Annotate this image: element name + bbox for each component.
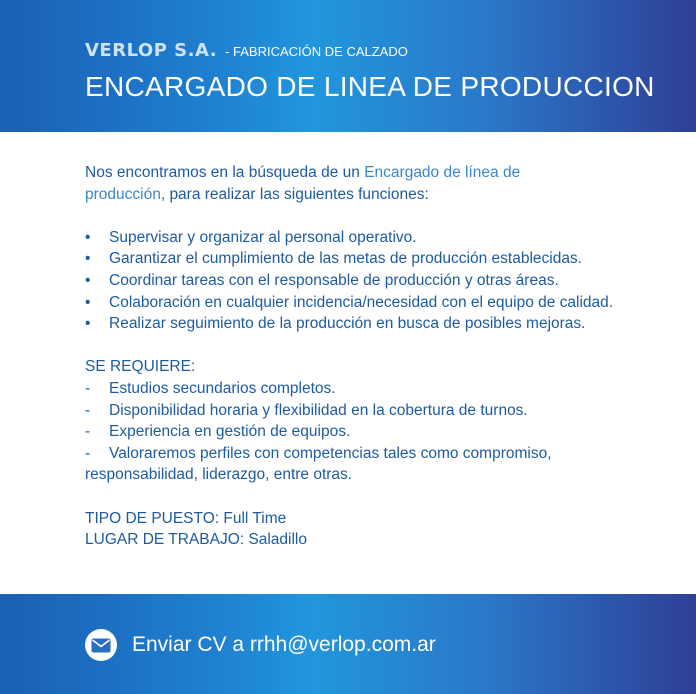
list-item: - Valoraremos perfiles con competencias tales como compromiso, responsabilidad, liderazgo, entre otras. (85, 444, 552, 484)
requirements-heading: SE REQUIERE: (85, 358, 196, 376)
functions-list (85, 227, 645, 335)
company-name: VERLOP S.A. (85, 40, 218, 61)
function-text: Colaboración en cualquier incidencia/necesidad con el equipo de calidad. (109, 293, 614, 311)
list-item: - Experiencia en gestión de equipos. (85, 423, 351, 441)
intro-text-after: , para realizar las siguientes funciones: (160, 185, 429, 203)
job-location: LUGAR DE TRABAJO: Saladillo (85, 531, 307, 549)
contact-cta[interactable] (85, 629, 436, 661)
job-description (85, 162, 645, 551)
function-text: Supervisar y organizar al personal operativo. (109, 228, 417, 246)
company-line (85, 40, 408, 61)
job-title: ENCARGADO DE LINEA DE PRODUCCION (85, 71, 655, 102)
intro-text-before: Nos encontramos en la búsqueda de un (85, 164, 365, 181)
list-item: - Disponibilidad horaria y flexibilidad en la cobertura de turnos. (85, 401, 528, 419)
job-type: TIPO DE PUESTO: Full Time (85, 509, 287, 527)
intro-highlight-area: producción (85, 185, 161, 203)
intro-highlight-role: Encargado de línea de (364, 164, 521, 181)
list-item: • Garantizar el cumplimiento de las metas de producción establecidas. (85, 250, 582, 268)
function-text: Coordinar tareas con el responsable de producción y otras áreas. (109, 271, 559, 289)
requirements-list (85, 378, 645, 486)
requirement-text: Valoraremos perfiles con competencias tales como compromiso, responsabilidad, liderazgo, entre otras. (85, 444, 552, 484)
list-item: • Supervisar y organizar al personal operativo. (85, 228, 417, 246)
requirement-text: Estudios secundarios completos. (109, 379, 336, 397)
requirement-text: Disponibilidad horaria y flexibilidad en la cobertura de turnos. (109, 401, 528, 419)
list-item: • Realizar seguimiento de la producción en busca de posibles mejoras. (85, 315, 586, 333)
list-item: - Estudios secundarios completos. (85, 379, 336, 397)
requirement-text: Experiencia en gestión de equipos. (109, 423, 351, 441)
mail-icon (85, 629, 117, 661)
list-item: • Coordinar tareas con el responsable de producción y otras áreas. (85, 271, 559, 289)
function-text: Garantizar el cumplimiento de las metas de producción establecidas. (109, 250, 582, 268)
contact-email-text[interactable]: Enviar CV a rrhh@verlop.com.ar (132, 633, 436, 656)
list-item: • Colaboración en cualquier incidencia/necesidad con el equipo de calidad. (85, 293, 614, 311)
company-tagline: - FABRICACIÓN DE CALZADO (225, 44, 408, 59)
header-banner (0, 0, 696, 132)
intro-paragraph (85, 162, 645, 205)
function-text: Realizar seguimiento de la producción en busca de posibles mejoras. (109, 315, 586, 333)
